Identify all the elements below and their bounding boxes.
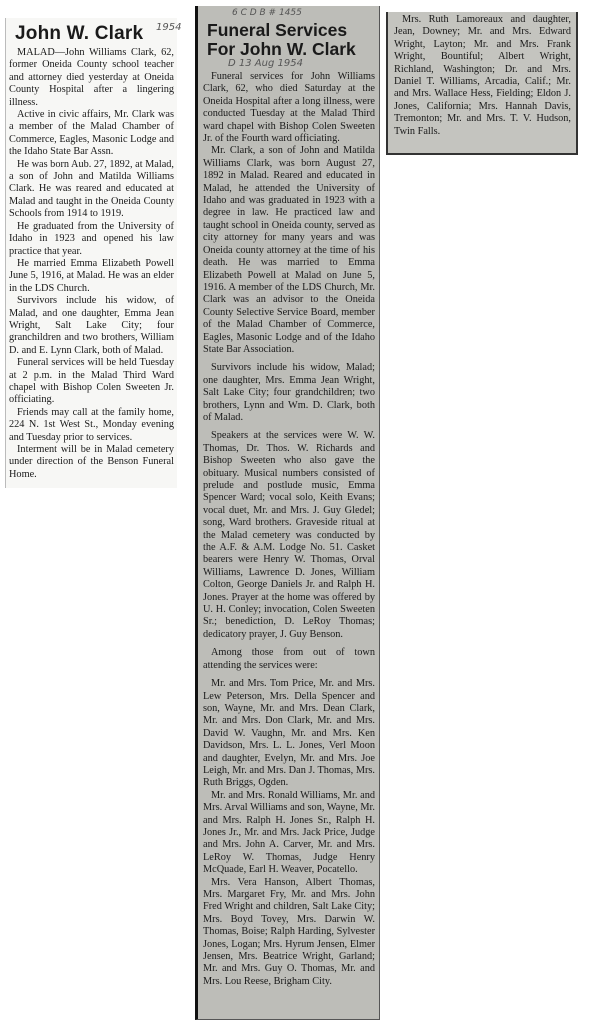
funeral-paragraph: Mr. and Mrs. Ronald Williams, Mr. and Mrs. Arval Williams and son, Wayne, Mr. and Mrs. Ralph H. Jones Sr., Ralph H. Jones Jr., Mr. and Mrs. Jack Price, Judge and Mrs. John A. Carver, Mr. and Mrs. LeRoy W. Thomas, Judge Henry McQuade, Earl H. Weaver, Pocatello.	[203, 789, 375, 876]
continuation-paragraph: Mrs. Ruth Lamoreaux and daughter, Jean, Downey; Mr. and Mrs. Edward Wright, Layton; Mr. and Mrs. Frank Wright, Bountiful; Albert Wright, Richland, Washington; Dr. and Mrs. Daniel T. Williams, Arcadia, Calif.; Mr. and Mrs. Wallace Hess, Fielding; Eldon J. Jones, California; Mrs. Hannah Davis, Tremonton; Mr. and Mrs. T. V. Hudson, Twin Falls.	[394, 14, 571, 137]
funeral-paragraph: Speakers at the services were W. W. Thomas, Dr. Thos. W. Richards and Bishop Sweeten who also gave the obituary. Musical numbers consisted of prelude and postlude music, Emma Spencer Ward; vocal solo, Keith Evans; vocal duet, Mr. and Mrs. J. Guy Gledel; song, Ward brothers. Graveside ritual at the Malad cemetery was conducted by the A.F. & A.M. Lodge No. 51. Casket bearers were Henry W. Thomas, Orval Williams, Lawrence D. Jones, William Colton, George Daniels Jr. and Ralph H. Jones. Prayer at the home was offered by U. H. Conley; invocation, Colen Sweeten Sr.; benediction, D. LeRoy Thomas; dedicatory prayer, J. Guy Benson.	[203, 430, 375, 640]
funeral-paragraph: Funeral services for John Williams Clark, 62, who died Saturday at the Oneida Hospital after a long illness, were conducted Tuesday at the Malad Third ward chapel with Bishop Colen Sweeten Jr. of the Fourth ward officiating.	[203, 71, 375, 145]
obituary-headline: John W. Clark	[15, 23, 144, 44]
obituary-paragraph: He was born Aub. 27, 1892, at Malad, a son of John and Matilda Williams Clark. He was reared and educated at Malad and taught in the Oneida County Schools from 1914 to 1919.	[9, 158, 175, 220]
funeral-headline-line1: Funeral Services	[207, 20, 348, 40]
obituary-paragraph: Funeral services will be held Tuesday at 2 p.m. in the Malad Third Ward chapel with Bishop Colen Sweeten Jr. officiating.	[9, 357, 174, 406]
obituary-paragraph: Interment will be in Malad cemetery under direction of the Benson Funeral Home.	[9, 444, 174, 480]
obituary-paragraph: Survivors include his widow, of Malad, and one daughter, Emma Jean Wright, Salt Lake City; four granchildren and two brothers, William D. and E. Lynn Clark, both of Malad.	[9, 295, 174, 356]
handwritten-date: D 13 Aug 1954	[228, 58, 303, 69]
obituary-clipping-left	[5, 18, 182, 488]
funeral-clipping-middle	[195, 6, 380, 1020]
funeral-paragraph: Mr. Clark, a son of John and Matilda Williams Clark, was born August 27, 1892 in Malad. Reared and educated in Malad, he attended the University of Idaho and was graduated in 1923 with a degree in law. He practiced law and taught school in Oneida county, served as city attorney for many years and was Oneida county attorney at the time of his death. He was married to Emma Elizabeth Powell at Malad on June 5, 1916. A member of the LDS Church, Mr. Clark was an advisor to the Oneida County Selective Service Board, member of the Malad Chamber of Commerce, Eagles, Masonic Lodge and of the Idaho State Bar Association.	[203, 145, 375, 355]
obituary-paragraph: MALAD—John Williams Clark, 62, former Oneida County school teacher and attorney died yesterday at Oneida County Hospital after a lingering illness.	[9, 47, 174, 108]
funeral-clipping-continuation	[386, 12, 578, 155]
funeral-headline	[207, 21, 375, 59]
obituary-paragraph: Active in civic affairs, Mr. Clark was a member of the Malad Chamber of Commerce, Eagles, Masonic Lodge and the Idaho State Bar Assn.	[9, 109, 174, 158]
funeral-paragraph: Survivors include his widow, Malad; one daughter, Mrs. Emma Jean Wright, Salt Lake City; four grandchildren; two brothers, Lynn and Wm. D. Clark, both of Malad.	[203, 362, 375, 423]
funeral-headline-line2: For John W. Clark	[207, 39, 356, 59]
handwritten-year: 1954	[156, 22, 182, 33]
funeral-paragraph: Mr. and Mrs. Tom Price, Mr. and Mrs. Lew Peterson, Mrs. Della Spencer and son, Wayne, Mr. and Mrs. Dean Clark, Mr. and Mrs. Don Clark, Mr. and Mrs. David W. Vaughn, Mr. and Mrs. Ken Davidson, Mrs. L. L. Jones, Verl Moon and daughter, Evelyn, Mr. and Mrs. Joe Leigh, Mr. and Mrs. Dan J. Thomas, Mrs. Ruth Briggs, Ogden.	[203, 678, 375, 789]
funeral-paragraph: Among those from out of town attending the services were:	[203, 647, 375, 671]
handwritten-reference: 6 C D B # 1455	[232, 8, 302, 18]
obituary-paragraph: Friends may call at the family home, 224 N. 1st West St., Monday evening and Tuesday prior to services.	[9, 406, 174, 443]
obituary-paragraph: He married Emma Elizabeth Powell June 5, 1916, at Malad. He was an elder in the LDS Church.	[9, 257, 174, 294]
obituary-paragraph: He graduated from the University of Idaho in 1923 and opened his law practice that year.	[9, 220, 174, 257]
funeral-paragraph: Mrs. Vera Hanson, Albert Thomas, Mrs. Margaret Fry, Mr. and Mrs. John Fred Wright and children, Salt Lake City; Mrs. Boyd Tovey, Mrs. Darwin W. Thomas, Boise; Ralph Harding, Sylvester Jones, Logan; Mrs. Hyrum Jensen, Elmer Jensen, Mrs. Beatrice Wright, Garland; Mr. and Mrs. Guy O. Thomas, Mr. and Mrs. Lou Reese, Brigham City.	[203, 876, 375, 987]
